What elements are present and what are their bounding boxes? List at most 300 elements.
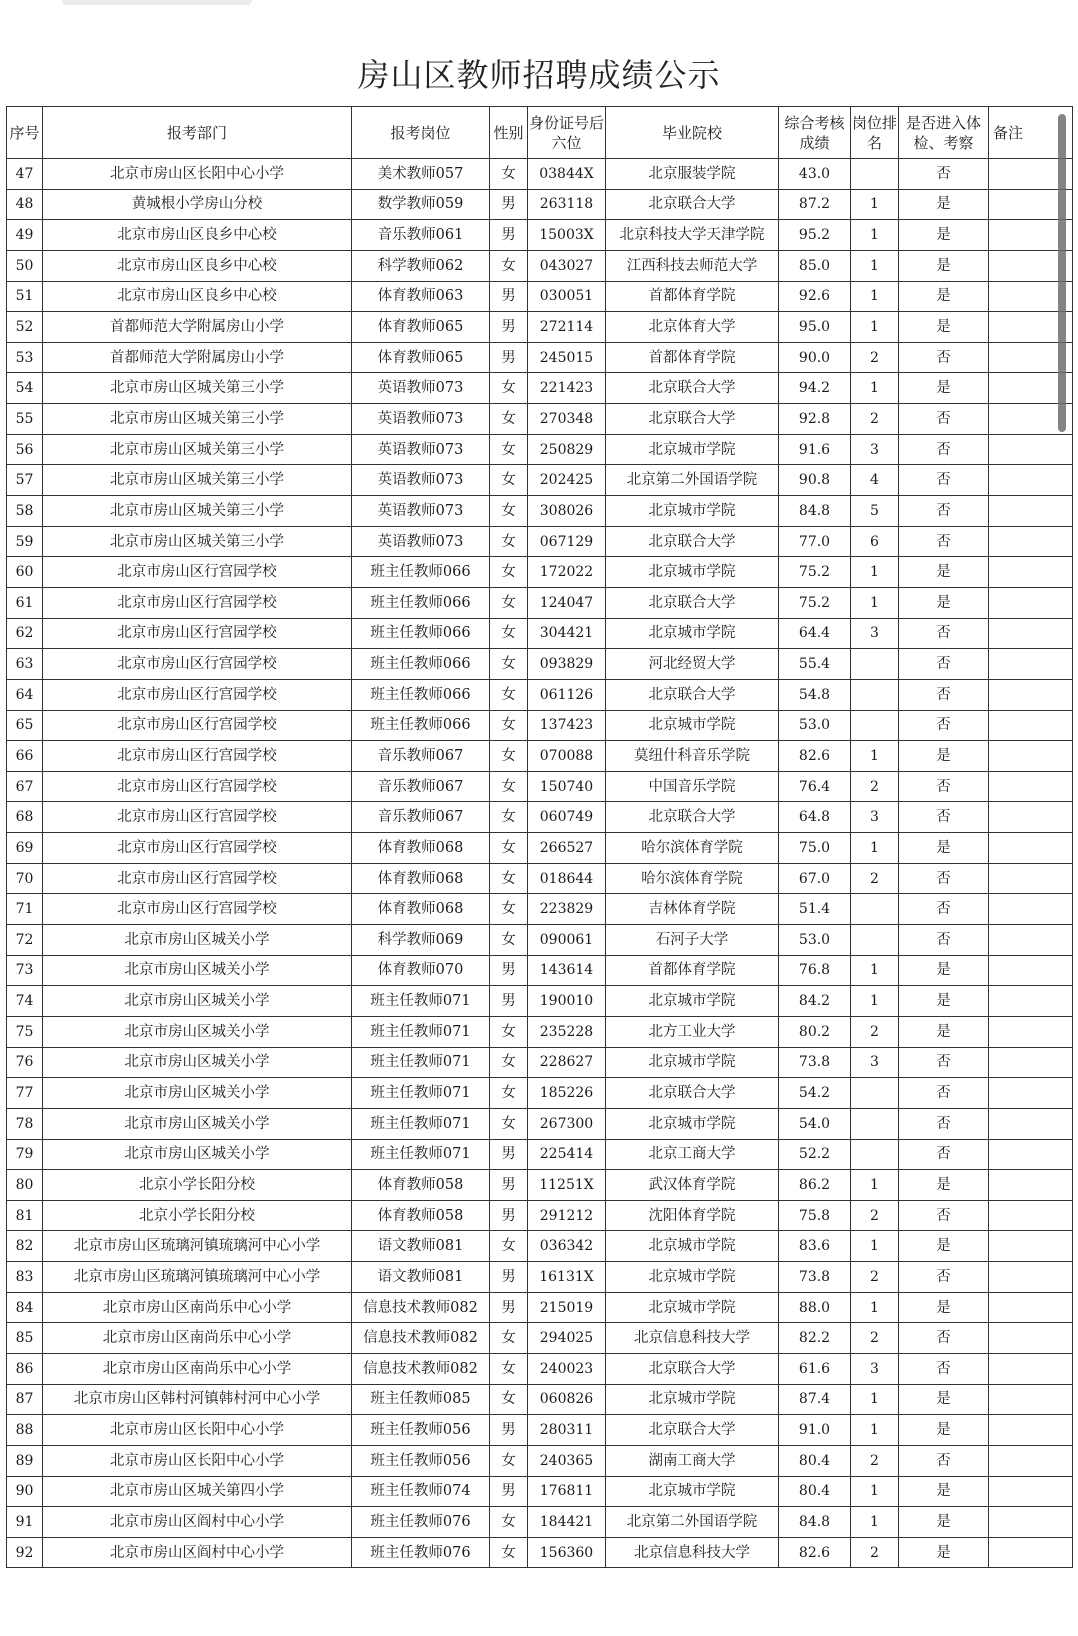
selection-status-cell: 否: [899, 679, 989, 710]
selection-status-cell: 是: [899, 250, 989, 281]
row-number: 87: [7, 1384, 43, 1415]
rank-cell: 1: [851, 741, 899, 772]
school-cell: 河北经贸大学: [606, 649, 779, 680]
position-cell: 英语教师073: [352, 434, 490, 465]
position-cell: 语文教师081: [352, 1231, 490, 1262]
school-cell: 北京工商大学: [606, 1139, 779, 1170]
id-suffix-cell: 090061: [528, 925, 606, 956]
rank-cell: 2: [851, 771, 899, 802]
id-suffix-cell: 093829: [528, 649, 606, 680]
score-cell: 77.0: [779, 526, 851, 557]
rank-cell: 3: [851, 1353, 899, 1384]
department-cell: 北京市房山区南尚乐中心小学: [43, 1292, 352, 1323]
row-number: 56: [7, 434, 43, 465]
selection-status-cell: 是: [899, 281, 989, 312]
row-number: 81: [7, 1200, 43, 1231]
department-cell: 北京市房山区长阳中心小学: [43, 1445, 352, 1476]
id-suffix-cell: 240365: [528, 1445, 606, 1476]
position-cell: 美术教师057: [352, 159, 490, 190]
id-suffix-cell: 018644: [528, 863, 606, 894]
gender-cell: 女: [490, 863, 528, 894]
score-cell: 91.0: [779, 1415, 851, 1446]
rank-cell: 1: [851, 557, 899, 588]
school-cell: 沈阳体育学院: [606, 1200, 779, 1231]
position-cell: 班主任教师071: [352, 986, 490, 1017]
selection-status-cell: 否: [899, 771, 989, 802]
note-cell: [989, 649, 1073, 680]
gender-cell: 女: [490, 1231, 528, 1262]
school-cell: 北京联合大学: [606, 373, 779, 404]
score-cell: 55.4: [779, 649, 851, 680]
gender-cell: 女: [490, 741, 528, 772]
note-cell: [989, 1353, 1073, 1384]
selection-status-cell: 否: [899, 1078, 989, 1109]
table-row: [7, 1231, 1073, 1262]
position-cell: 信息技术教师082: [352, 1353, 490, 1384]
gender-cell: 男: [490, 189, 528, 220]
position-cell: 科学教师069: [352, 925, 490, 956]
position-cell: 班主任教师066: [352, 618, 490, 649]
note-cell: [989, 1047, 1073, 1078]
department-cell: 北京市房山区城关小学: [43, 1078, 352, 1109]
row-number: 50: [7, 250, 43, 281]
department-cell: 北京市房山区琉璃河镇琉璃河中心小学: [43, 1231, 352, 1262]
selection-status-cell: 是: [899, 1231, 989, 1262]
row-number: 61: [7, 587, 43, 618]
id-suffix-cell: 060749: [528, 802, 606, 833]
selection-status-cell: 否: [899, 404, 989, 435]
table-row: [7, 1476, 1073, 1507]
score-cell: 92.8: [779, 404, 851, 435]
school-cell: 北京第二外国语学院: [606, 465, 779, 496]
note-cell: [989, 587, 1073, 618]
selection-status-cell: 是: [899, 1476, 989, 1507]
note-cell: [989, 802, 1073, 833]
selection-status-cell: 是: [899, 833, 989, 864]
note-cell: [989, 1231, 1073, 1262]
selection-status-cell: 否: [899, 1108, 989, 1139]
school-cell: 哈尔滨体育学院: [606, 863, 779, 894]
score-cell: 51.4: [779, 894, 851, 925]
selection-status-cell: 是: [899, 1016, 989, 1047]
table-row: [7, 1384, 1073, 1415]
id-suffix-cell: 270348: [528, 404, 606, 435]
table-row: [7, 1170, 1073, 1201]
score-cell: 80.4: [779, 1476, 851, 1507]
position-cell: 英语教师073: [352, 465, 490, 496]
gender-cell: 女: [490, 771, 528, 802]
note-cell: [989, 1108, 1073, 1139]
score-cell: 82.2: [779, 1323, 851, 1354]
school-cell: 北京城市学院: [606, 986, 779, 1017]
department-cell: 北京市房山区良乡中心校: [43, 250, 352, 281]
rank-cell: 3: [851, 618, 899, 649]
score-cell: 84.2: [779, 986, 851, 1017]
table-row: [7, 404, 1073, 435]
department-cell: 北京市房山区城关小学: [43, 1139, 352, 1170]
score-cell: 90.0: [779, 342, 851, 373]
selection-status-cell: 否: [899, 925, 989, 956]
id-suffix-cell: 308026: [528, 496, 606, 527]
row-number: 88: [7, 1415, 43, 1446]
row-number: 85: [7, 1323, 43, 1354]
position-cell: 班主任教师066: [352, 710, 490, 741]
table-row: [7, 373, 1073, 404]
school-cell: 北京联合大学: [606, 189, 779, 220]
school-cell: 首都体育学院: [606, 955, 779, 986]
selection-status-cell: 否: [899, 1139, 989, 1170]
row-number: 79: [7, 1139, 43, 1170]
row-number: 49: [7, 220, 43, 251]
id-suffix-cell: 137423: [528, 710, 606, 741]
id-suffix-cell: 070088: [528, 741, 606, 772]
gender-cell: 女: [490, 925, 528, 956]
selection-status-cell: 否: [899, 342, 989, 373]
gender-cell: 男: [490, 312, 528, 343]
gender-cell: 女: [490, 1353, 528, 1384]
gender-cell: 女: [490, 679, 528, 710]
table-row: [7, 1016, 1073, 1047]
id-suffix-cell: 16131X: [528, 1262, 606, 1293]
position-cell: 班主任教师066: [352, 649, 490, 680]
position-cell: 体育教师068: [352, 894, 490, 925]
score-cell: 43.0: [779, 159, 851, 190]
position-cell: 数学教师059: [352, 189, 490, 220]
id-suffix-cell: 190010: [528, 986, 606, 1017]
score-cell: 73.8: [779, 1262, 851, 1293]
department-cell: 北京市房山区南尚乐中心小学: [43, 1323, 352, 1354]
position-cell: 语文教师081: [352, 1262, 490, 1293]
note-cell: [989, 465, 1073, 496]
selection-status-cell: 是: [899, 587, 989, 618]
selection-status-cell: 否: [899, 1445, 989, 1476]
row-number: 55: [7, 404, 43, 435]
department-cell: 首都师范大学附属房山小学: [43, 342, 352, 373]
id-suffix-cell: 280311: [528, 1415, 606, 1446]
id-suffix-cell: 15003X: [528, 220, 606, 251]
score-cell: 75.2: [779, 587, 851, 618]
table-row: [7, 1108, 1073, 1139]
gender-cell: 女: [490, 710, 528, 741]
rank-cell: 1: [851, 1476, 899, 1507]
selection-status-cell: 是: [899, 986, 989, 1017]
note-cell: [989, 1262, 1073, 1293]
note-cell: [989, 1170, 1073, 1201]
table-row: [7, 894, 1073, 925]
table-header-row: [7, 107, 1073, 159]
position-cell: 班主任教师066: [352, 587, 490, 618]
id-suffix-cell: 294025: [528, 1323, 606, 1354]
note-cell: [989, 894, 1073, 925]
position-cell: 音乐教师067: [352, 741, 490, 772]
selection-status-cell: 否: [899, 1200, 989, 1231]
table-row: [7, 649, 1073, 680]
department-cell: 北京市房山区行宫园学校: [43, 894, 352, 925]
school-cell: 吉林体育学院: [606, 894, 779, 925]
table-row: [7, 465, 1073, 496]
school-cell: 首都体育学院: [606, 342, 779, 373]
department-cell: 北京小学长阳分校: [43, 1170, 352, 1201]
school-cell: 北京信息科技大学: [606, 1323, 779, 1354]
school-cell: 北京服装学院: [606, 159, 779, 190]
top-edge-smudge: [62, 0, 252, 5]
score-cell: 84.8: [779, 1507, 851, 1538]
selection-status-cell: 否: [899, 710, 989, 741]
department-cell: 北京市房山区长阳中心小学: [43, 159, 352, 190]
note-cell: [989, 679, 1073, 710]
department-cell: 北京市房山区行宫园学校: [43, 802, 352, 833]
id-suffix-cell: 156360: [528, 1537, 606, 1568]
score-cell: 85.0: [779, 250, 851, 281]
department-cell: 北京市房山区行宫园学校: [43, 587, 352, 618]
rank-cell: [851, 894, 899, 925]
gender-cell: 女: [490, 1445, 528, 1476]
selection-status-cell: 否: [899, 1047, 989, 1078]
id-suffix-cell: 228627: [528, 1047, 606, 1078]
gender-cell: 男: [490, 1292, 528, 1323]
score-cell: 88.0: [779, 1292, 851, 1323]
id-suffix-cell: 235228: [528, 1016, 606, 1047]
id-suffix-cell: 143614: [528, 955, 606, 986]
id-suffix-cell: 061126: [528, 679, 606, 710]
rank-cell: [851, 1108, 899, 1139]
position-cell: 班主任教师074: [352, 1476, 490, 1507]
row-number: 60: [7, 557, 43, 588]
gender-cell: 男: [490, 1170, 528, 1201]
row-number: 82: [7, 1231, 43, 1262]
score-cell: 80.4: [779, 1445, 851, 1476]
table-row: [7, 557, 1073, 588]
table-row: [7, 986, 1073, 1017]
position-cell: 音乐教师067: [352, 802, 490, 833]
id-suffix-cell: 036342: [528, 1231, 606, 1262]
score-cell: 76.8: [779, 955, 851, 986]
note-cell: [989, 1139, 1073, 1170]
department-cell: 黄城根小学房山分校: [43, 189, 352, 220]
note-cell: [989, 1476, 1073, 1507]
score-cell: 76.4: [779, 771, 851, 802]
department-cell: 北京市房山区城关第三小学: [43, 496, 352, 527]
position-cell: 班主任教师071: [352, 1108, 490, 1139]
gender-cell: 女: [490, 250, 528, 281]
department-cell: 北京市房山区城关第三小学: [43, 404, 352, 435]
school-cell: 哈尔滨体育学院: [606, 833, 779, 864]
rank-cell: [851, 159, 899, 190]
row-number: 75: [7, 1016, 43, 1047]
position-cell: 班主任教师056: [352, 1445, 490, 1476]
gender-cell: 女: [490, 1323, 528, 1354]
department-cell: 北京市房山区良乡中心校: [43, 220, 352, 251]
department-cell: 北京市房山区行宫园学校: [43, 679, 352, 710]
note-cell: [989, 526, 1073, 557]
row-number: 65: [7, 710, 43, 741]
position-cell: 体育教师068: [352, 863, 490, 894]
gender-cell: 女: [490, 1016, 528, 1047]
department-cell: 北京市房山区阎村中心小学: [43, 1507, 352, 1538]
gender-cell: 男: [490, 220, 528, 251]
school-cell: 中国音乐学院: [606, 771, 779, 802]
gender-cell: 女: [490, 434, 528, 465]
row-number: 57: [7, 465, 43, 496]
id-suffix-cell: 223829: [528, 894, 606, 925]
header-id: 身份证号后六位: [528, 107, 606, 159]
row-number: 48: [7, 189, 43, 220]
department-cell: 北京市房山区韩村河镇韩村河中心小学: [43, 1384, 352, 1415]
id-suffix-cell: 172022: [528, 557, 606, 588]
id-suffix-cell: 176811: [528, 1476, 606, 1507]
position-cell: 英语教师073: [352, 526, 490, 557]
department-cell: 北京市房山区长阳中心小学: [43, 1415, 352, 1446]
rank-cell: 1: [851, 1384, 899, 1415]
department-cell: 北京市房山区城关小学: [43, 1016, 352, 1047]
gender-cell: 男: [490, 1415, 528, 1446]
header-gender: 性别: [490, 107, 528, 159]
row-number: 83: [7, 1262, 43, 1293]
rank-cell: 3: [851, 434, 899, 465]
header-enter: 是否进入体检、考察: [899, 107, 989, 159]
table-row: [7, 802, 1073, 833]
row-number: 58: [7, 496, 43, 527]
table-row: [7, 1047, 1073, 1078]
department-cell: 首都师范大学附属房山小学: [43, 312, 352, 343]
rank-cell: 1: [851, 833, 899, 864]
department-cell: 北京市房山区城关小学: [43, 1108, 352, 1139]
selection-status-cell: 否: [899, 649, 989, 680]
rank-cell: 3: [851, 802, 899, 833]
position-cell: 班主任教师066: [352, 557, 490, 588]
id-suffix-cell: 272114: [528, 312, 606, 343]
selection-status-cell: 否: [899, 863, 989, 894]
row-number: 76: [7, 1047, 43, 1078]
rank-cell: 2: [851, 1016, 899, 1047]
row-number: 86: [7, 1353, 43, 1384]
position-cell: 科学教师062: [352, 250, 490, 281]
department-cell: 北京市房山区城关第三小学: [43, 373, 352, 404]
position-cell: 班主任教师085: [352, 1384, 490, 1415]
selection-status-cell: 是: [899, 373, 989, 404]
note-cell: [989, 1537, 1073, 1568]
table-row: [7, 312, 1073, 343]
score-cell: 83.6: [779, 1231, 851, 1262]
note-cell: [989, 1507, 1073, 1538]
score-cell: 75.0: [779, 833, 851, 864]
gender-cell: 女: [490, 465, 528, 496]
note-cell: [989, 1292, 1073, 1323]
department-cell: 北京市房山区南尚乐中心小学: [43, 1353, 352, 1384]
position-cell: 体育教师063: [352, 281, 490, 312]
score-cell: 52.2: [779, 1139, 851, 1170]
school-cell: 北京联合大学: [606, 1415, 779, 1446]
selection-status-cell: 否: [899, 159, 989, 190]
school-cell: 北京城市学院: [606, 1231, 779, 1262]
selection-status-cell: 否: [899, 434, 989, 465]
header-rank: 岗位排名: [851, 107, 899, 159]
row-number: 80: [7, 1170, 43, 1201]
score-cell: 53.0: [779, 710, 851, 741]
score-cell: 54.0: [779, 1108, 851, 1139]
note-cell: [989, 618, 1073, 649]
score-cell: 94.2: [779, 373, 851, 404]
selection-status-cell: 是: [899, 955, 989, 986]
note-cell: [989, 925, 1073, 956]
selection-status-cell: 是: [899, 1507, 989, 1538]
selection-status-cell: 否: [899, 1323, 989, 1354]
selection-status-cell: 是: [899, 189, 989, 220]
gender-cell: 女: [490, 618, 528, 649]
school-cell: 北京联合大学: [606, 404, 779, 435]
selection-status-cell: 是: [899, 312, 989, 343]
score-cell: 54.8: [779, 679, 851, 710]
table-row: [7, 1139, 1073, 1170]
gender-cell: 男: [490, 1200, 528, 1231]
department-cell: 北京市房山区良乡中心校: [43, 281, 352, 312]
school-cell: 石河子大学: [606, 925, 779, 956]
note-cell: [989, 710, 1073, 741]
school-cell: 北京城市学院: [606, 1262, 779, 1293]
position-cell: 体育教师070: [352, 955, 490, 986]
rank-cell: 1: [851, 189, 899, 220]
selection-status-cell: 否: [899, 1262, 989, 1293]
selection-status-cell: 是: [899, 1170, 989, 1201]
note-cell: [989, 434, 1073, 465]
gender-cell: 女: [490, 649, 528, 680]
results-table: [6, 106, 1073, 1568]
position-cell: 班主任教师071: [352, 1078, 490, 1109]
table-row: [7, 710, 1073, 741]
department-cell: 北京市房山区城关第三小学: [43, 434, 352, 465]
table-row: [7, 1200, 1073, 1231]
note-cell: [989, 1078, 1073, 1109]
position-cell: 班主任教师076: [352, 1537, 490, 1568]
rank-cell: 1: [851, 220, 899, 251]
score-cell: 84.8: [779, 496, 851, 527]
table-row: [7, 434, 1073, 465]
selection-status-cell: 是: [899, 557, 989, 588]
row-number: 73: [7, 955, 43, 986]
school-cell: 北京城市学院: [606, 710, 779, 741]
row-number: 59: [7, 526, 43, 557]
school-cell: 武汉体育学院: [606, 1170, 779, 1201]
position-cell: 音乐教师061: [352, 220, 490, 251]
vertical-scrollbar[interactable]: [1058, 114, 1066, 432]
id-suffix-cell: 150740: [528, 771, 606, 802]
department-cell: 北京市房山区行宫园学校: [43, 649, 352, 680]
position-cell: 班主任教师076: [352, 1507, 490, 1538]
gender-cell: 女: [490, 496, 528, 527]
row-number: 54: [7, 373, 43, 404]
rank-cell: [851, 1078, 899, 1109]
row-number: 51: [7, 281, 43, 312]
score-cell: 80.2: [779, 1016, 851, 1047]
rank-cell: 2: [851, 1537, 899, 1568]
table-row: [7, 496, 1073, 527]
table-row: [7, 1353, 1073, 1384]
gender-cell: 女: [490, 404, 528, 435]
school-cell: 北京城市学院: [606, 1384, 779, 1415]
table-row: [7, 679, 1073, 710]
row-number: 70: [7, 863, 43, 894]
rank-cell: 2: [851, 404, 899, 435]
note-cell: [989, 496, 1073, 527]
selection-status-cell: 否: [899, 618, 989, 649]
rank-cell: 1: [851, 1170, 899, 1201]
department-cell: 北京市房山区城关第三小学: [43, 465, 352, 496]
score-cell: 53.0: [779, 925, 851, 956]
row-number: 77: [7, 1078, 43, 1109]
position-cell: 班主任教师056: [352, 1415, 490, 1446]
header-dept: 报考部门: [43, 107, 352, 159]
school-cell: 北京城市学院: [606, 557, 779, 588]
